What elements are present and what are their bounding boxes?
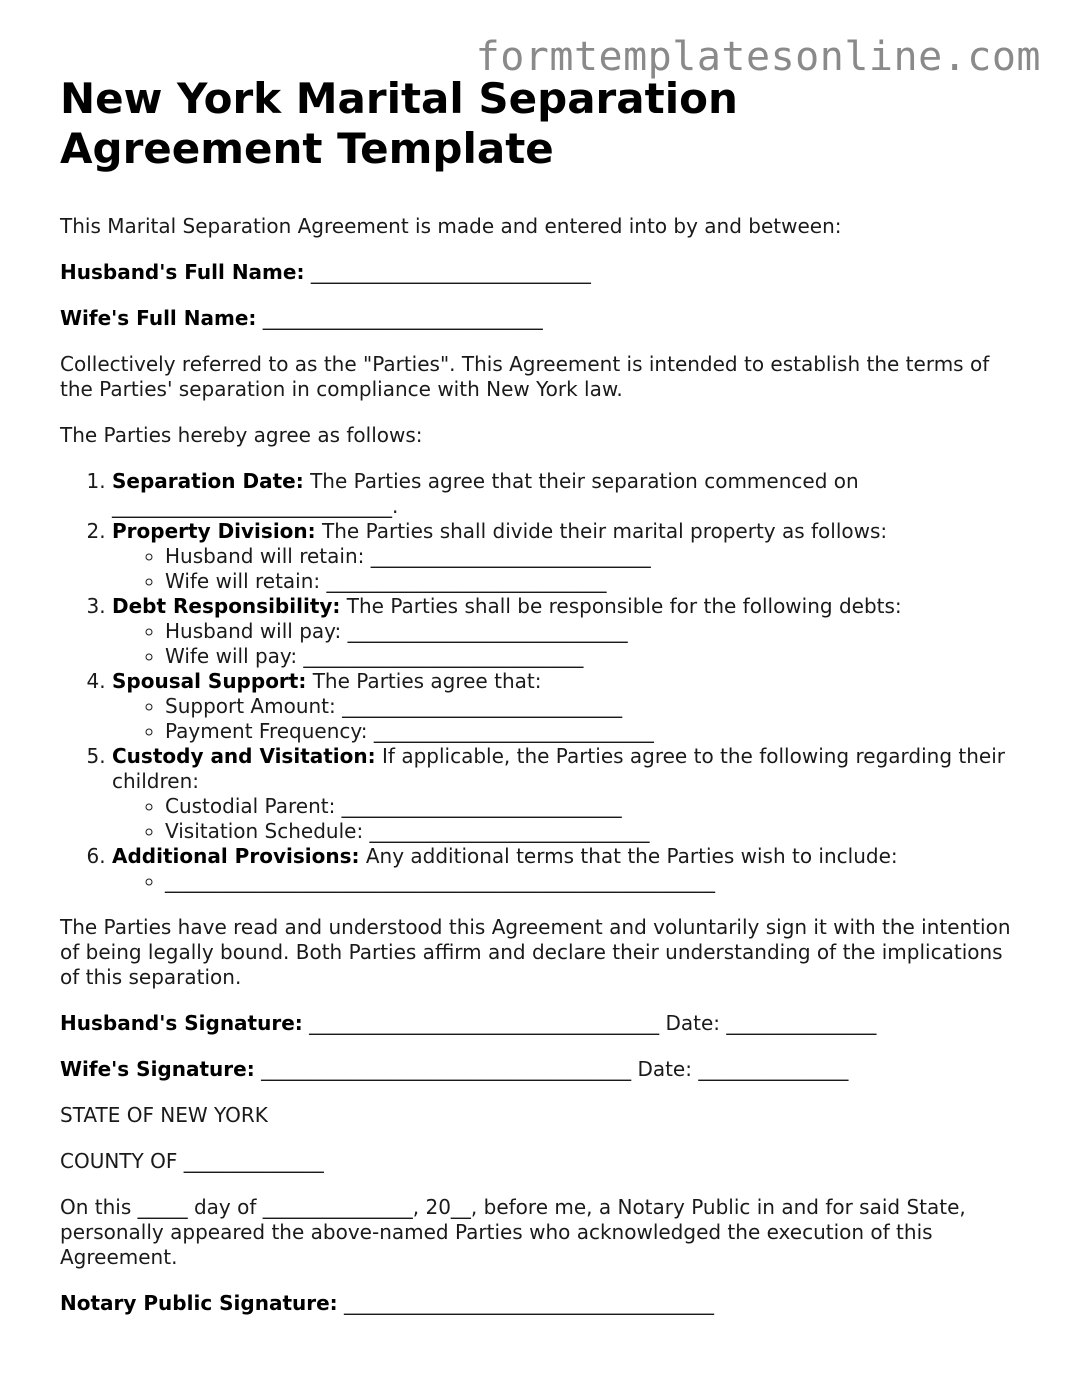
title-line-1: New York Marital Separation	[60, 74, 738, 123]
husband-signature-label: Husband's Signature:	[60, 1011, 303, 1035]
wife-signature-label: Wife's Signature:	[60, 1057, 255, 1081]
notary-paragraph: On this _____ day of _______________, 20__, before me, a Notary Public in and for said State, personally appeared the above-named Parties who acknowledged the execution of this Agreement.	[60, 1195, 966, 1269]
intro-paragraph: This Marital Separation Agreement is made and entered into by and between:	[60, 214, 842, 238]
terms-list	[60, 469, 1020, 894]
sub-item: ◦ Wife will pay: ____________________________	[165, 644, 1020, 669]
notary-signature-label: Notary Public Signature:	[60, 1291, 338, 1315]
notary-signature-line	[60, 1291, 1020, 1316]
term-sublist	[112, 619, 1020, 669]
state-line: STATE OF NEW YORK	[60, 1103, 268, 1127]
wife-name-label: Wife's Full Name:	[60, 306, 257, 330]
term-sublist	[112, 869, 1020, 894]
term-heading: Separation Date:	[112, 469, 304, 493]
husband-signature-blank: ___________________________________	[309, 1011, 660, 1035]
sub-item: ◦ Payment Frequency: ____________________________	[165, 719, 1020, 744]
term-heading: Debt Responsibility:	[112, 594, 341, 618]
county-line: COUNTY OF ______________	[60, 1149, 324, 1173]
term-debt-responsibility	[112, 594, 1020, 669]
sub-item: ◦ Husband will pay: ____________________________	[165, 619, 1020, 644]
term-text: The Parties shall divide their marital property as follows:	[322, 519, 888, 543]
husband-date-label: Date:	[665, 1011, 721, 1035]
wife-name-blank: ____________________________	[262, 306, 543, 330]
term-sublist	[112, 544, 1020, 594]
document-page	[60, 74, 1020, 1337]
term-text: Any additional terms that the Parties wish to include:	[365, 844, 898, 868]
sub-item: ◦ _______________________________________________________	[165, 869, 1020, 894]
wife-signature-line	[60, 1057, 1020, 1082]
term-heading: Custody and Visitation:	[112, 744, 376, 768]
term-spousal-support	[112, 669, 1020, 744]
term-text: The Parties shall be responsible for the following debts:	[346, 594, 902, 618]
husband-signature-line	[60, 1011, 1020, 1036]
watermark: formtemplatesonline.com	[475, 34, 1041, 80]
sub-item: ◦ Husband will retain: ____________________________	[165, 544, 1020, 569]
husband-name-line	[60, 260, 1020, 285]
husband-name-label: Husband's Full Name:	[60, 260, 305, 284]
husband-date-blank: _______________	[726, 1011, 877, 1035]
notary-signature-blank: _____________________________________	[344, 1291, 715, 1315]
wife-name-line	[60, 306, 1020, 331]
term-heading: Additional Provisions:	[112, 844, 360, 868]
sub-item: ◦ Wife will retain: ____________________________	[165, 569, 1020, 594]
term-property-division	[112, 519, 1020, 594]
term-text: If applicable, the Parties agree to the following regarding their children:	[112, 744, 1005, 793]
term-additional-provisions	[112, 844, 1020, 894]
term-sublist	[112, 794, 1020, 844]
collective-paragraph: Collectively referred to as the "Parties". This Agreement is intended to establish the terms of the Parties' separation in compliance with New York law.	[60, 352, 990, 401]
term-text: The Parties agree that their separation commenced on ____________________________.	[112, 469, 859, 518]
wife-date-blank: _______________	[698, 1057, 849, 1081]
term-custody-visitation	[112, 744, 1020, 844]
term-text: The Parties agree that:	[312, 669, 542, 693]
term-heading: Property Division:	[112, 519, 316, 543]
closing-paragraph: The Parties have read and understood this Agreement and voluntarily sign it with the intention of being legally bound. Both Parties affirm and declare their understanding of the implications of this separation.	[60, 915, 1011, 989]
page-title	[60, 74, 1020, 174]
sub-item: ◦ Support Amount: ____________________________	[165, 694, 1020, 719]
wife-date-label: Date:	[637, 1057, 692, 1081]
term-separation-date	[112, 469, 1020, 519]
agree-intro: The Parties hereby agree as follows:	[60, 423, 423, 447]
sub-item: ◦ Visitation Schedule: ____________________________	[165, 819, 1020, 844]
title-line-2: Agreement Template	[60, 124, 554, 173]
term-sublist	[112, 694, 1020, 744]
sub-item: ◦ Custodial Parent: ____________________________	[165, 794, 1020, 819]
term-heading: Spousal Support:	[112, 669, 307, 693]
wife-signature-blank: _____________________________________	[261, 1057, 632, 1081]
husband-name-blank: ____________________________	[310, 260, 591, 284]
